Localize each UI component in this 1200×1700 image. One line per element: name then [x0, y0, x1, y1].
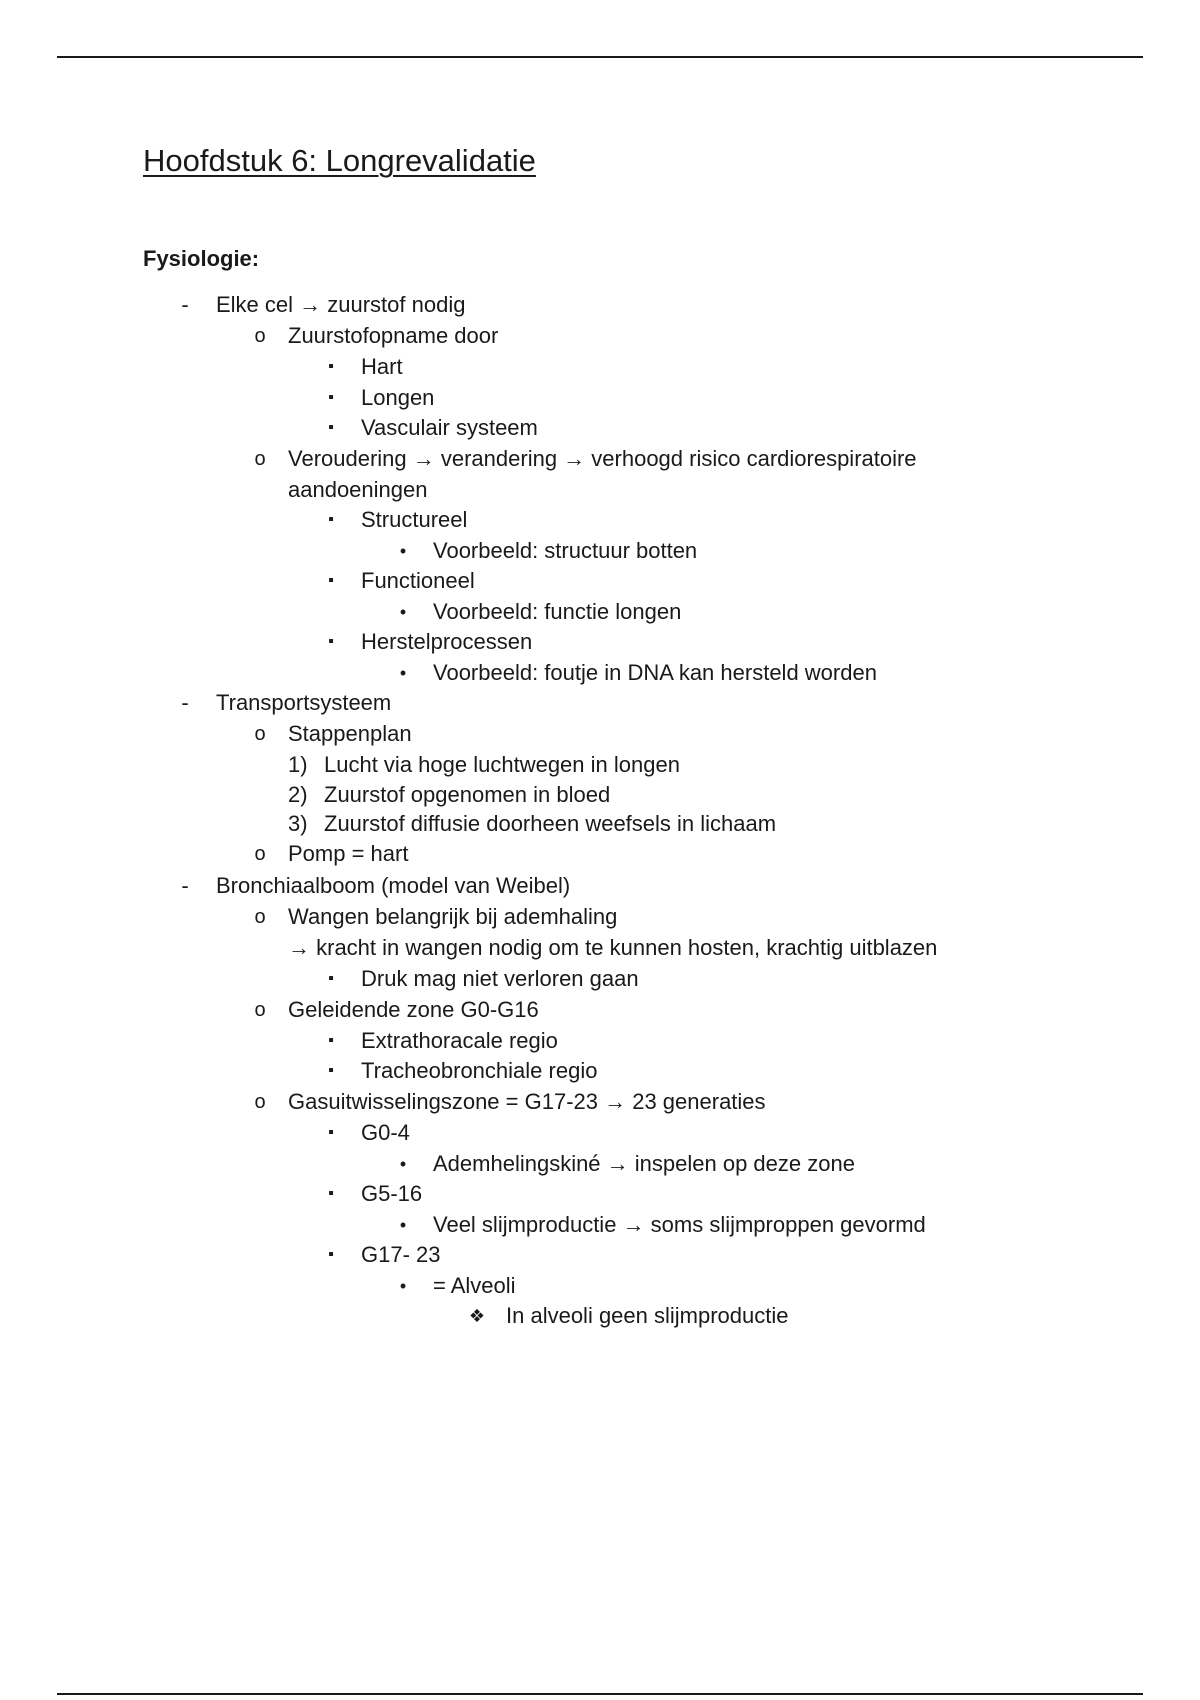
circle-bullet-icon: o — [254, 1091, 266, 1113]
list-item-text: aandoeningen — [288, 477, 428, 502]
dash-bullet-icon: - — [181, 690, 189, 715]
list-item-text: Longen — [361, 385, 435, 410]
square-bullet-icon: ▪ — [328, 419, 334, 436]
list-item-text: Voorbeeld: structuur botten — [433, 538, 698, 563]
list-item-text: Zuurstof diffusie doorheen weefsels in lichaam — [324, 811, 777, 836]
section-heading: Fysiologie: — [143, 246, 260, 271]
list-item-text: Gasuitwisselingszone = G17-23 → 23 generaties — [288, 1089, 766, 1114]
step-number: 2) — [288, 782, 308, 807]
circle-bullet-icon: o — [254, 906, 266, 928]
dash-bullet-icon: - — [181, 292, 189, 317]
dot-bullet-icon: • — [399, 1215, 407, 1235]
list-item-text: Stappenplan — [288, 721, 412, 746]
list-item-text: Bronchiaalboom (model van Weibel) — [216, 873, 571, 898]
list-item-text: Hart — [361, 354, 403, 379]
list-item-text: G0-4 — [361, 1120, 410, 1145]
page-title: Hoofdstuk 6: Longrevalidatie — [143, 143, 536, 178]
circle-bullet-icon: o — [254, 723, 266, 745]
square-bullet-icon: ▪ — [328, 572, 334, 589]
dot-bullet-icon: • — [399, 663, 407, 683]
list-item-text: G17- 23 — [361, 1242, 441, 1267]
list-item-text: Herstelprocessen — [361, 629, 533, 654]
list-item-text: Structureel — [361, 507, 468, 532]
dot-bullet-icon: • — [399, 1276, 407, 1296]
square-bullet-icon: ▪ — [328, 389, 334, 406]
list-item-text: Zuurstofopname door — [288, 323, 499, 348]
list-item-text: Functioneel — [361, 568, 475, 593]
list-item-text: Vasculair systeem — [361, 415, 538, 440]
list-item-text: Voorbeeld: foutje in DNA kan hersteld worden — [433, 660, 877, 685]
list-item-text: Extrathoracale regio — [361, 1028, 558, 1053]
list-item-text: Ademhelingskiné → inspelen op deze zone — [433, 1151, 855, 1176]
dash-bullet-icon: - — [181, 873, 189, 898]
list-item-text: Transportsysteem — [216, 690, 392, 715]
list-item-text: In alveoli geen slijmproductie — [506, 1303, 789, 1328]
dot-bullet-icon: • — [399, 1154, 407, 1174]
list-item-text: = Alveoli — [433, 1273, 516, 1298]
footer-rule — [57, 1693, 1143, 1695]
circle-bullet-icon: o — [254, 843, 266, 865]
list-item-text: Lucht via hoge luchtwegen in longen — [324, 752, 680, 777]
square-bullet-icon: ▪ — [328, 1062, 334, 1079]
list-item-text: G5-16 — [361, 1181, 423, 1206]
list-item-text: → kracht in wangen nodig om te kunnen hosten, krachtig uitblazen — [288, 935, 938, 960]
dot-bullet-icon: • — [399, 541, 407, 561]
square-bullet-icon: ▪ — [328, 358, 334, 375]
circle-bullet-icon: o — [254, 325, 266, 347]
step-number: 1) — [288, 752, 308, 777]
circle-bullet-icon: o — [254, 999, 266, 1021]
step-number: 3) — [288, 811, 308, 836]
circle-bullet-icon: o — [254, 448, 266, 470]
dot-bullet-icon: • — [399, 602, 407, 622]
square-bullet-icon: ▪ — [328, 970, 334, 987]
header-rule — [57, 56, 1143, 58]
list-item-text: Wangen belangrijk bij ademhaling — [288, 904, 618, 929]
list-item-text: Druk mag niet verloren gaan — [361, 966, 639, 991]
square-bullet-icon: ▪ — [328, 1185, 334, 1202]
list-item-text: Zuurstof opgenomen in bloed — [324, 782, 611, 807]
list-item-text: Elke cel → zuurstof nodig — [216, 292, 466, 317]
list-item-text: Tracheobronchiale regio — [361, 1058, 598, 1083]
square-bullet-icon: ▪ — [328, 633, 334, 650]
list-item-text: Pomp = hart — [288, 841, 409, 866]
list-item-text: Geleidende zone G0-G16 — [288, 997, 539, 1022]
diamond-bullet-icon: ❖ — [468, 1306, 486, 1326]
square-bullet-icon: ▪ — [328, 1246, 334, 1263]
square-bullet-icon: ▪ — [328, 511, 334, 528]
list-item-text: Voorbeeld: functie longen — [433, 599, 682, 624]
list-item-text: Veel slijmproductie → soms slijmproppen gevormd — [433, 1212, 926, 1237]
square-bullet-icon: ▪ — [328, 1124, 334, 1141]
square-bullet-icon: ▪ — [328, 1032, 334, 1049]
list-item-text: Veroudering → verandering → verhoogd risico cardiorespiratoire — [288, 446, 917, 471]
